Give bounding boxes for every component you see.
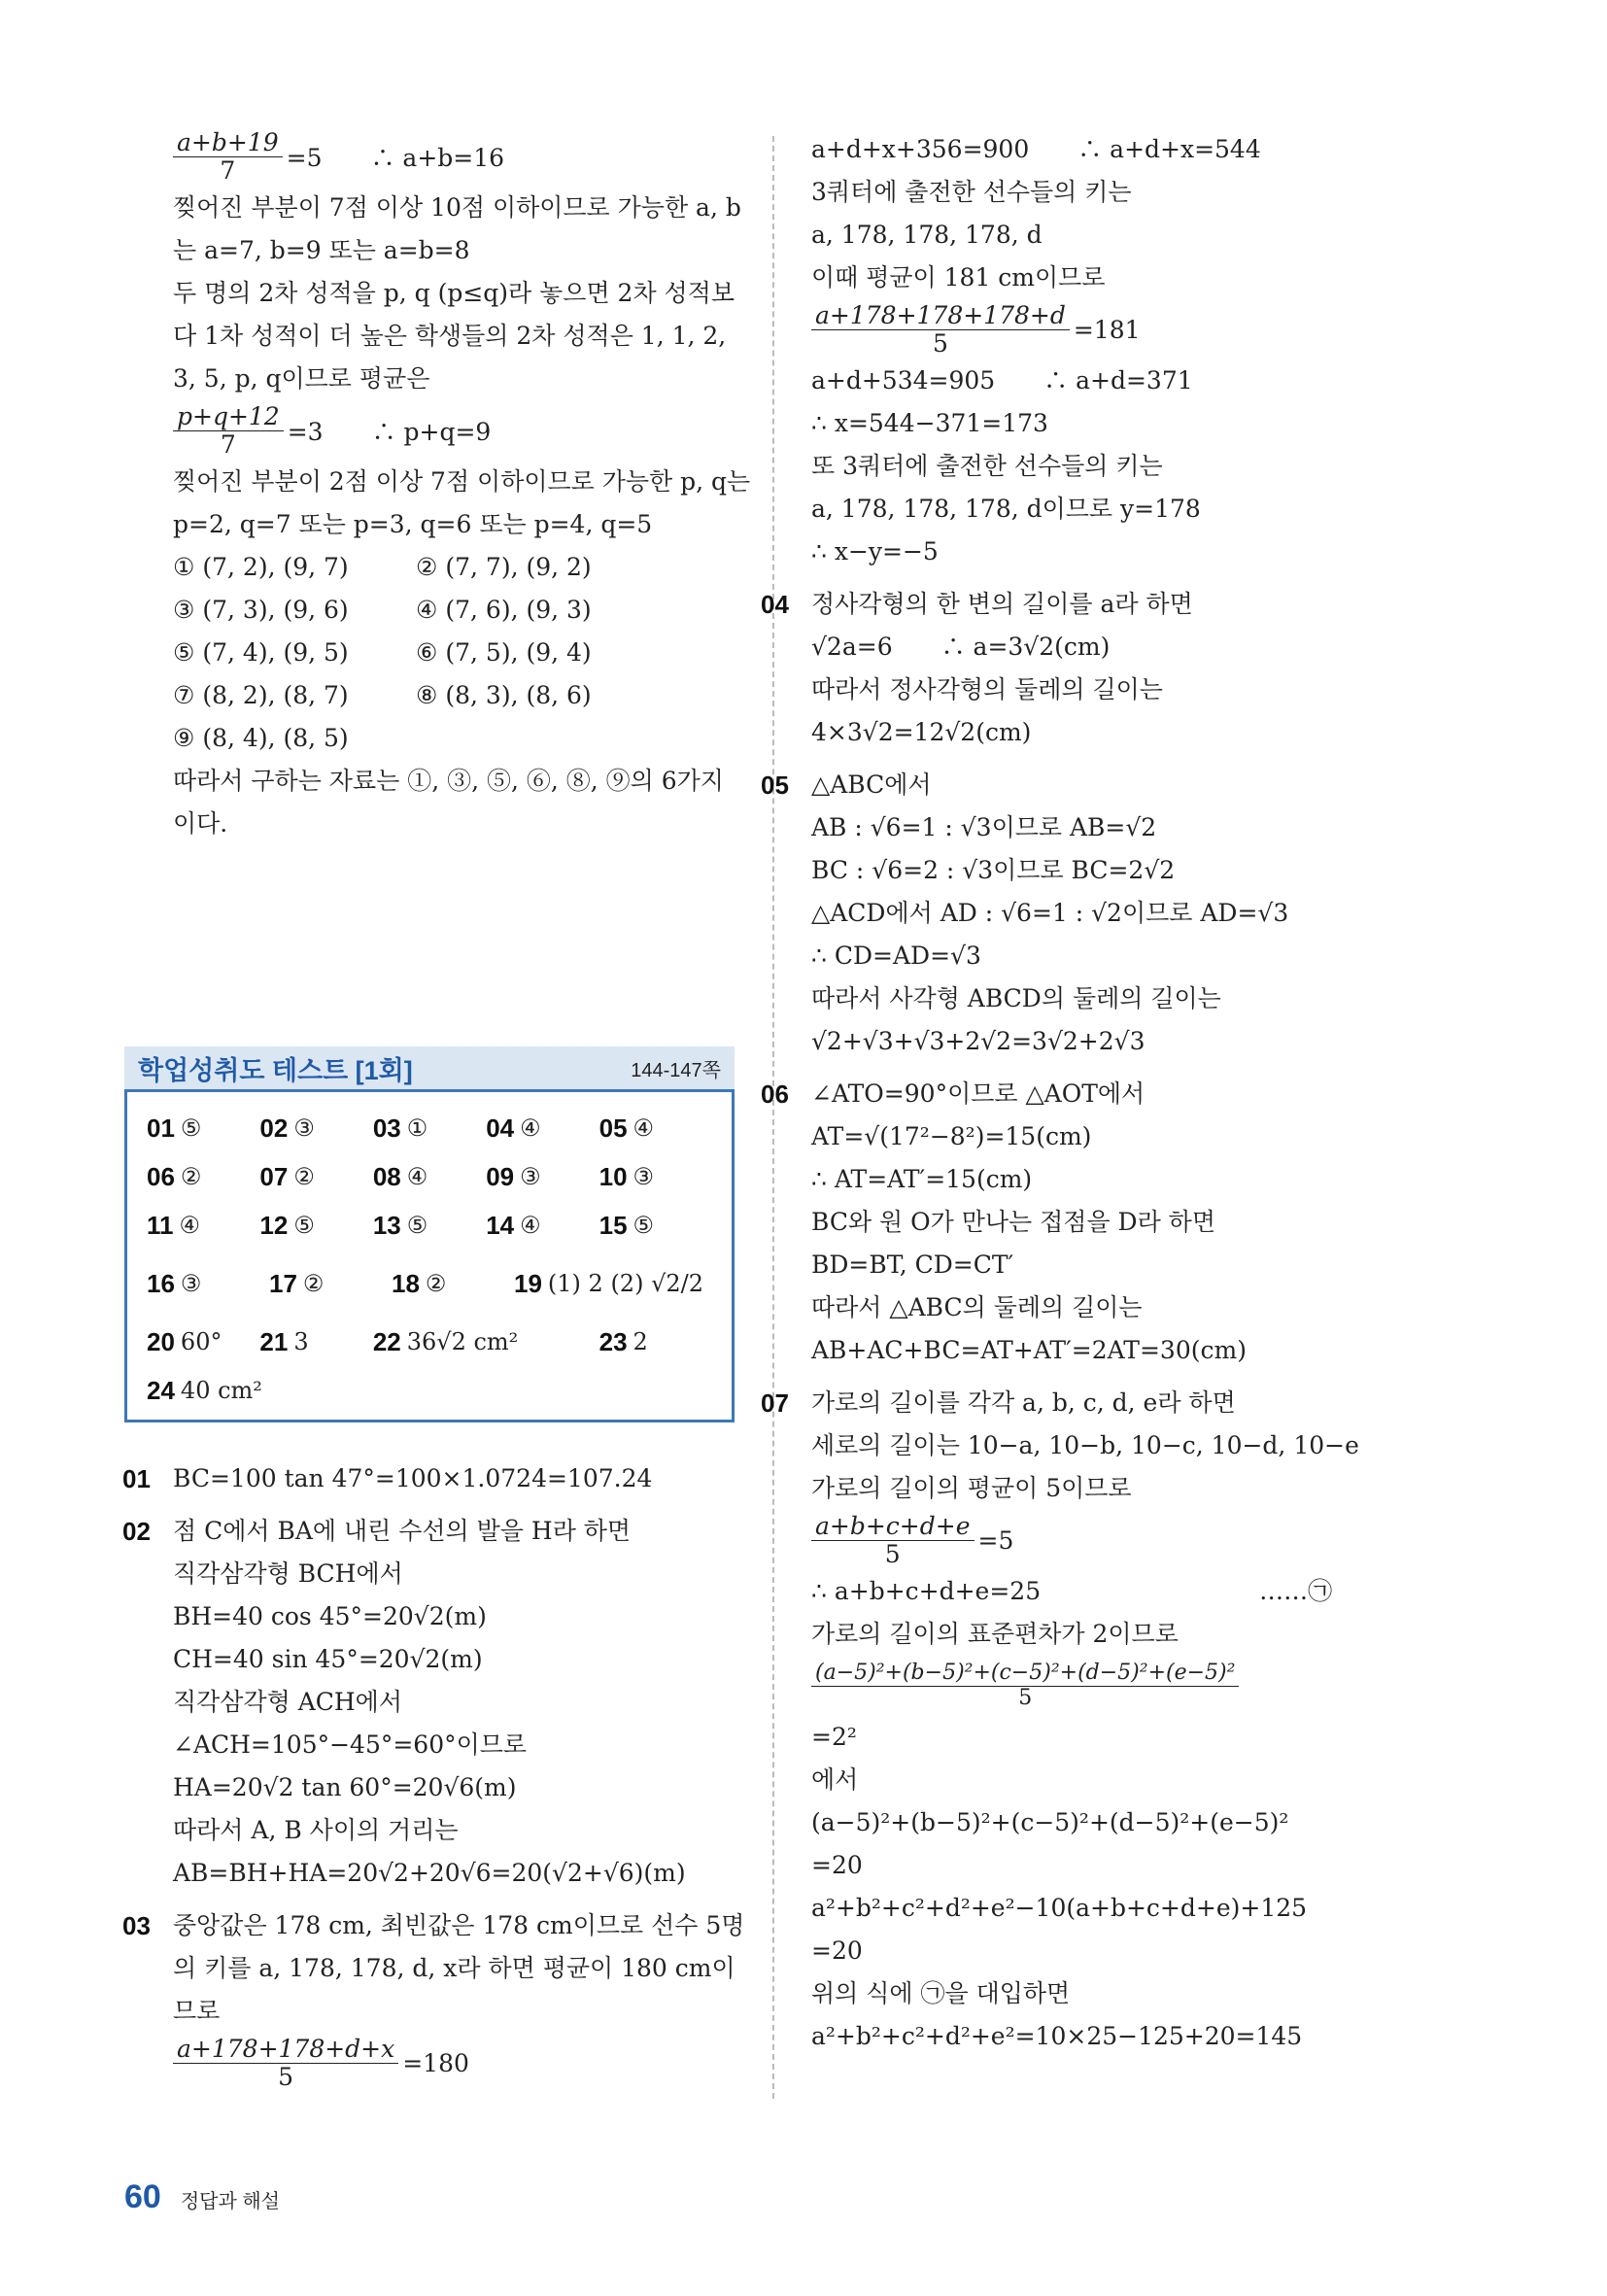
text-line: △ABC에서 [811, 771, 932, 799]
answer-number: 04 [486, 1113, 515, 1143]
answer-cell [373, 1114, 486, 1144]
answer-number: 14 [486, 1210, 515, 1240]
answer-value: ③ [633, 1163, 655, 1190]
numerator: a+178+178+178+d [811, 302, 1070, 330]
pair-item: ④ (7, 6), (9, 3) [416, 596, 592, 624]
text-line: a+d+534=905 ∴ a+d=371 [811, 366, 1193, 394]
answer-number: 11 [147, 1210, 174, 1240]
solution-07 [761, 1382, 1433, 2058]
text-line: 직각삼각형 BCH에서 [173, 1559, 403, 1588]
text-line: 가로의 길이의 표준편차가 2이므로 [811, 1620, 1179, 1648]
text-line: BH=40 cos 45°=20√2(m) [173, 1602, 487, 1630]
answer-value: 3 [293, 1328, 309, 1355]
answer-cell [259, 1162, 372, 1192]
denominator: 5 [932, 328, 948, 358]
text-line: 따라서 A, B 사이의 거리는 [173, 1816, 459, 1844]
answer-cell [392, 1269, 514, 1299]
text-line: 는 a=7, b=9 또는 a=b=8 [173, 236, 470, 264]
text-line: 두 명의 2차 성적을 p, q (p≤q)라 놓으면 2차 성적보 [173, 279, 735, 307]
answer-key-pages: 144-147쪽 [631, 1059, 721, 1081]
answer-number: 18 [392, 1268, 420, 1298]
text-line: √2a=6 ∴ a=3√2(cm) [811, 633, 1111, 661]
answer-value: ② [180, 1163, 202, 1190]
text-line: √2+√3+√3+2√2=3√2+2√3 [811, 1027, 1145, 1055]
text-line: BC와 원 O가 만나는 접점을 D라 하면 [811, 1208, 1215, 1236]
denominator: 5 [278, 2062, 294, 2091]
answer-number: 10 [598, 1161, 628, 1191]
text-line: AB=BH+HA=20√2+20√6=20(√2+√6)(m) [173, 1859, 686, 1887]
answer-cell [147, 1211, 259, 1241]
question-number: 01 [122, 1464, 151, 1493]
text-line: HA=20√2 tan 60°=20√6(m) [173, 1773, 517, 1801]
text-line: 가로의 길이의 평균이 5이므로 [811, 1474, 1132, 1502]
text-line: 찢어진 부분이 7점 이상 10점 이하이므로 가능한 a, b [173, 193, 741, 222]
answer-cell [599, 1162, 712, 1192]
text-line: 다 1차 성적이 더 높은 학생들의 2차 성적은 1, 1, 2, [173, 322, 727, 350]
left-lower-column [122, 1457, 745, 2093]
question-number: 05 [761, 771, 789, 800]
answer-cell [373, 1211, 486, 1241]
pair-row [173, 546, 741, 589]
answer-cell [486, 1162, 598, 1192]
text-line: ∴ AT=AT′=15(cm) [811, 1165, 1033, 1193]
text-line: a²+b²+c²+d²+e²−10(a+b+c+d+e)+125 [811, 1894, 1308, 1922]
answer-number: 19 [514, 1268, 542, 1298]
answer-value: ③ [293, 1114, 315, 1142]
fraction [173, 403, 284, 458]
question-number: 07 [761, 1388, 789, 1418]
answer-value: ④ [520, 1114, 541, 1142]
pair-item: ⑦ (8, 2), (8, 7) [173, 681, 349, 709]
text-line: 중앙값은 178 cm, 최빈값은 178 cm이므로 선수 5명 [173, 1911, 745, 1939]
answer-value: ④ [406, 1163, 428, 1190]
equation-rest: =3 ∴ p+q=9 [287, 418, 492, 446]
answer-cell [269, 1269, 392, 1299]
answer-number: 22 [372, 1326, 401, 1356]
text-line: 가로의 길이를 각각 a, b, c, d, e라 하면 [811, 1388, 1236, 1417]
text-line: 직각삼각형 ACH에서 [173, 1688, 402, 1716]
answer-number: 13 [372, 1210, 401, 1240]
text-line: 4×3√2=12√2(cm) [811, 718, 1032, 746]
text-line: 이다. [173, 809, 228, 838]
answer-cell [259, 1114, 372, 1144]
answer-cell [147, 1376, 341, 1406]
answer-value: ③ [180, 1270, 202, 1297]
text-line: 이때 평균이 181 cm이므로 [811, 263, 1106, 291]
answer-value: 60° [180, 1328, 222, 1355]
text-line: a+d+x+356=900 ∴ a+d+x=544 [811, 135, 1261, 163]
question-number: 04 [761, 590, 789, 619]
text-line: a, 178, 178, 178, d이므로 y=178 [811, 495, 1201, 523]
text-line: ∴ a+b+c+d+e=25 ……㉠ [811, 1577, 1333, 1605]
denominator: 5 [1018, 1685, 1033, 1710]
answer-value: ③ [520, 1163, 541, 1190]
denominator: 5 [884, 1539, 901, 1568]
answer-cell [147, 1162, 259, 1192]
right-column [761, 128, 1433, 2058]
solution-04 [761, 583, 1433, 754]
column-divider [772, 136, 774, 2099]
answer-number: 15 [598, 1210, 628, 1240]
text-line: 3쿼터에 출전한 선수들의 키는 [811, 178, 1132, 206]
answer-value: ② [425, 1270, 447, 1297]
text-line: 에서 [811, 1765, 859, 1794]
answer-cell [514, 1269, 708, 1299]
answer-value: ⑤ [180, 1114, 202, 1142]
equation-line [811, 1510, 1433, 1570]
text-line: a, 178, 178, 178, d [811, 221, 1043, 249]
pair-item: ⑨ (8, 4), (8, 5) [173, 724, 349, 752]
answer-number: 05 [598, 1113, 628, 1143]
answer-value: ⑤ [293, 1212, 315, 1239]
denominator: 7 [220, 429, 236, 459]
numerator: (a−5)²+(b−5)²+(c−5)²+(d−5)²+(e−5)² [811, 1662, 1239, 1686]
text-line: p=2, q=7 또는 p=3, q=6 또는 p=4, q=5 [173, 510, 653, 538]
text-line: 점 C에서 BA에 내린 수선의 발을 H라 하면 [173, 1517, 632, 1545]
text-line: 세로의 길이는 10−a, 10−b, 10−c, 10−d, 10−e [811, 1431, 1359, 1459]
answer-number: 03 [372, 1113, 401, 1143]
fraction [811, 1662, 1239, 1709]
answer-number: 01 [147, 1113, 175, 1143]
answer-number: 12 [259, 1210, 289, 1240]
answer-cell [486, 1211, 598, 1241]
answer-number: 02 [259, 1113, 289, 1143]
pair-item: ① (7, 2), (9, 7) [173, 553, 349, 581]
text-line: CH=40 sin 45°=20√2(m) [173, 1645, 483, 1673]
fraction [811, 1513, 974, 1567]
answer-value: ① [406, 1114, 428, 1142]
answer-value: ② [302, 1270, 325, 1297]
text-line: 따라서 정사각형의 둘레의 길이는 [811, 675, 1163, 703]
answer-cell [599, 1327, 712, 1357]
text-line: =20 [811, 1936, 863, 1965]
text-line: ∴ x−y=−5 [811, 537, 939, 565]
answer-row [147, 1152, 712, 1201]
denominator: 7 [220, 155, 236, 185]
equation-rest: =181 [1073, 315, 1141, 344]
text-line: ∠ATO=90°이므로 △AOT에서 [811, 1079, 1145, 1108]
answer-value: ⑤ [633, 1212, 655, 1239]
pair-row [173, 717, 741, 760]
answer-cell [486, 1114, 598, 1144]
text-line: BD=BT, CD=CT′ [811, 1251, 1014, 1279]
equation-line [173, 400, 741, 461]
answer-value: ④ [520, 1212, 541, 1239]
text-line: (a−5)²+(b−5)²+(c−5)²+(d−5)²+(e−5)² [811, 1808, 1289, 1836]
text-line: 따라서 △ABC의 둘레의 길이는 [811, 1293, 1143, 1321]
answer-cell [147, 1269, 269, 1299]
answer-key-section [124, 1046, 735, 1422]
equation-line [811, 299, 1433, 360]
answer-key-title: 학업성취도 테스트 [1회] [138, 1055, 413, 1085]
answer-number: 23 [598, 1326, 628, 1356]
left-column [173, 126, 751, 845]
answer-cell [599, 1114, 712, 1144]
equation-line [811, 1656, 1433, 1716]
text-line: ∴ CD=AD=√3 [811, 942, 981, 970]
answer-number: 09 [486, 1161, 515, 1191]
text-line: BC : √6=2 : √3이므로 BC=2√2 [811, 856, 1176, 884]
text-line: 3, 5, p, q이므로 평균은 [173, 364, 430, 393]
solution-03 [122, 1904, 745, 2093]
pair-row [173, 632, 741, 674]
solution-05 [761, 764, 1433, 1063]
answer-value: ④ [633, 1114, 655, 1142]
answer-row [147, 1318, 712, 1366]
text-line: AB : √6=1 : √3이므로 AB=√2 [811, 813, 1157, 841]
pair-list [173, 546, 741, 760]
equation-rest: =180 [402, 2048, 469, 2077]
page-footer [124, 2178, 280, 2216]
answer-value: 36√2 cm² [406, 1328, 519, 1355]
answer-number: 17 [269, 1268, 297, 1298]
text-line: 위의 식에 ㉠을 대입하면 [811, 1979, 1071, 2007]
answer-row [147, 1201, 712, 1250]
answer-number: 06 [147, 1161, 175, 1191]
numerator: a+178+178+d+x [173, 2036, 398, 2064]
equation-rest: =5 [977, 1525, 1014, 1555]
equation-rest: =5 ∴ a+b=16 [286, 144, 505, 172]
answer-cell [147, 1114, 259, 1144]
text-line: ∠ACH=105°−45°=60°이므로 [173, 1731, 528, 1759]
pair-item: ⑥ (7, 5), (9, 4) [416, 638, 592, 667]
answer-value: (1) 2 (2) √2/2 [547, 1270, 703, 1297]
pair-row [173, 674, 741, 717]
text-line: △ACD에서 AD : √6=1 : √2이므로 AD=√3 [811, 899, 1289, 927]
numerator: a+b+c+d+e [811, 1513, 974, 1541]
answer-row [147, 1366, 712, 1415]
footer-label: 정답과 해설 [180, 2191, 280, 2212]
text-line: 따라서 사각형 ABCD의 둘레의 길이는 [811, 984, 1221, 1012]
answer-number: 16 [147, 1268, 175, 1298]
answer-value: ⑤ [406, 1212, 428, 1239]
text-line: =20 [811, 1851, 863, 1879]
answer-number: 24 [147, 1375, 175, 1405]
answer-row [147, 1250, 712, 1318]
text-line: AT=√(17²−8²)=15(cm) [811, 1122, 1092, 1150]
numerator: a+b+19 [173, 129, 283, 157]
answer-cell [373, 1162, 486, 1192]
answer-number: 20 [147, 1326, 175, 1356]
question-number: 06 [761, 1079, 789, 1109]
page-number: 60 [124, 2178, 161, 2215]
text-line: 따라서 구하는 자료는 ①, ③, ⑤, ⑥, ⑧, ⑨의 6가지 [173, 767, 724, 795]
solution-06 [761, 1073, 1433, 1372]
fraction [173, 129, 283, 184]
answer-cell [259, 1327, 372, 1357]
question-number: 03 [122, 1911, 151, 1940]
solution-02 [122, 1510, 741, 1895]
text-line: 또 3쿼터에 출전한 선수들의 키는 [811, 452, 1163, 480]
text-line: AB+AC+BC=AT+AT′=2AT=30(cm) [811, 1336, 1247, 1364]
answer-key-header [124, 1046, 735, 1092]
text-line: 의 키를 a, 178, 178, d, x라 하면 평균이 180 cm이 [173, 1954, 735, 1982]
fraction [811, 302, 1070, 357]
answer-value: ② [293, 1163, 315, 1190]
answer-value: 2 [633, 1328, 648, 1355]
text-line: BC=100 tan 47°=100×1.0724=107.24 [173, 1464, 653, 1492]
answer-key-box [124, 1092, 735, 1422]
answer-value: ④ [179, 1212, 201, 1239]
answer-cell [599, 1211, 712, 1241]
question-number: 02 [122, 1517, 151, 1546]
answer-row [147, 1104, 712, 1152]
equation-line [173, 126, 741, 187]
text-line: 찢어진 부분이 2점 이상 7점 이하이므로 가능한 p, q는 [173, 467, 751, 496]
answer-number: 07 [259, 1161, 289, 1191]
pair-item: ⑤ (7, 4), (9, 5) [173, 638, 349, 667]
equation-line [173, 2033, 741, 2093]
text-line: ∴ x=544−371=173 [811, 409, 1048, 437]
numerator: p+q+12 [173, 403, 284, 431]
answer-cell [373, 1327, 599, 1357]
text-line: a²+b²+c²+d²+e²=10×25−125+20=145 [811, 2022, 1303, 2050]
fraction [173, 2036, 398, 2090]
text-line: =2² [811, 1723, 857, 1751]
pair-item: ⑧ (8, 3), (8, 6) [416, 681, 592, 709]
text-line: 므로 [173, 1997, 221, 2025]
answer-cell [259, 1211, 372, 1241]
solution-01 [122, 1457, 741, 1500]
answer-number: 08 [372, 1161, 401, 1191]
answer-value: 40 cm² [180, 1377, 262, 1404]
answer-number: 21 [259, 1326, 289, 1356]
pair-item: ③ (7, 3), (9, 6) [173, 596, 349, 624]
pair-row [173, 589, 741, 632]
pair-item: ② (7, 7), (9, 2) [416, 553, 592, 581]
answer-cell [147, 1327, 259, 1357]
text-line: 정사각형의 한 변의 길이를 a라 하면 [811, 590, 1193, 618]
